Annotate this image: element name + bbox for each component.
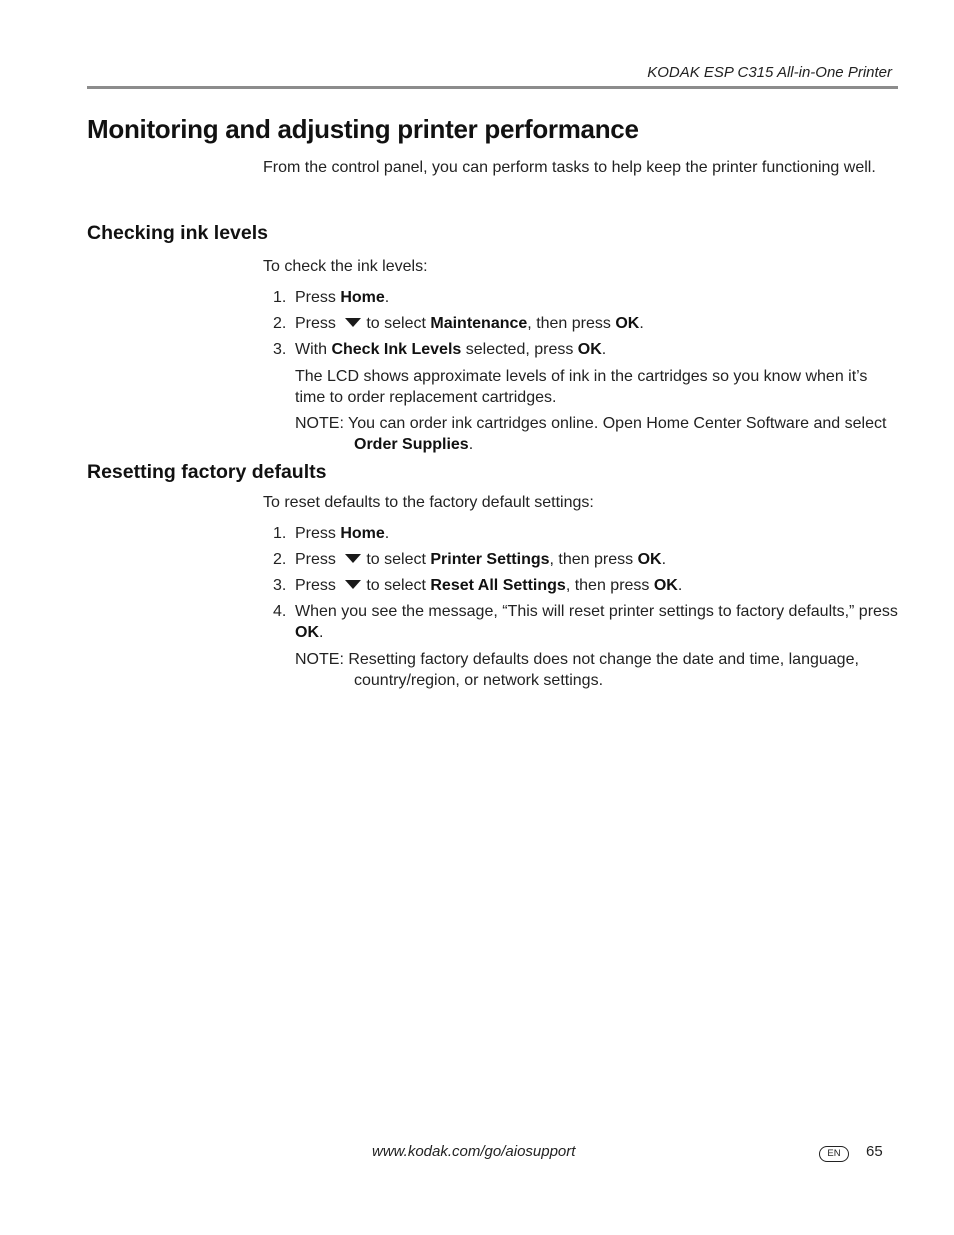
section-heading-factory-defaults: Resetting factory defaults	[87, 461, 327, 483]
down-arrow-icon	[345, 580, 361, 589]
list-item: 2. Press to select Printer Settings, then press OK.	[273, 551, 667, 568]
factory-defaults-steps	[263, 523, 898, 691]
page-title: Monitoring and adjusting printer performance	[87, 114, 639, 144]
header-divider	[87, 86, 898, 89]
running-header: KODAK ESP C315 All-in-One Printer	[647, 64, 892, 81]
note: NOTE: Resetting factory defaults does not change the date and time, language, country/region, or network settings.	[295, 651, 859, 689]
ink-levels-steps	[263, 287, 898, 455]
list-item: 2. Press to select Maintenance, then press OK.	[273, 315, 644, 332]
language-badge: EN	[819, 1146, 849, 1162]
list-item: 3. With Check Ink Levels selected, press OK.	[273, 341, 607, 358]
list-item: 3. Press to select Reset All Settings, then press OK.	[273, 577, 683, 594]
down-arrow-icon	[345, 554, 361, 563]
page-number: 65	[866, 1143, 883, 1160]
list-item: 1. Press Home.	[273, 525, 390, 542]
list-item: 4. When you see the message, “This will reset printer settings to factory defaults,” press OK.	[273, 603, 898, 641]
section-intro: To check the ink levels:	[263, 258, 428, 275]
support-url: www.kodak.com/go/aiosupport	[372, 1143, 576, 1160]
list-item: 1. Press Home.	[273, 289, 390, 306]
result-text: The LCD shows approximate levels of ink in the cartridges so you know when it’s time to order replacement cartridges.	[295, 368, 868, 406]
down-arrow-icon	[345, 318, 361, 327]
section-heading-ink-levels: Checking ink levels	[87, 222, 268, 244]
section-intro: To reset defaults to the factory default settings:	[263, 494, 594, 511]
intro-paragraph: From the control panel, you can perform tasks to help keep the printer functioning well.	[263, 159, 876, 176]
note: NOTE: You can order ink cartridges online. Open Home Center Software and select Order Supplies.	[295, 415, 887, 453]
